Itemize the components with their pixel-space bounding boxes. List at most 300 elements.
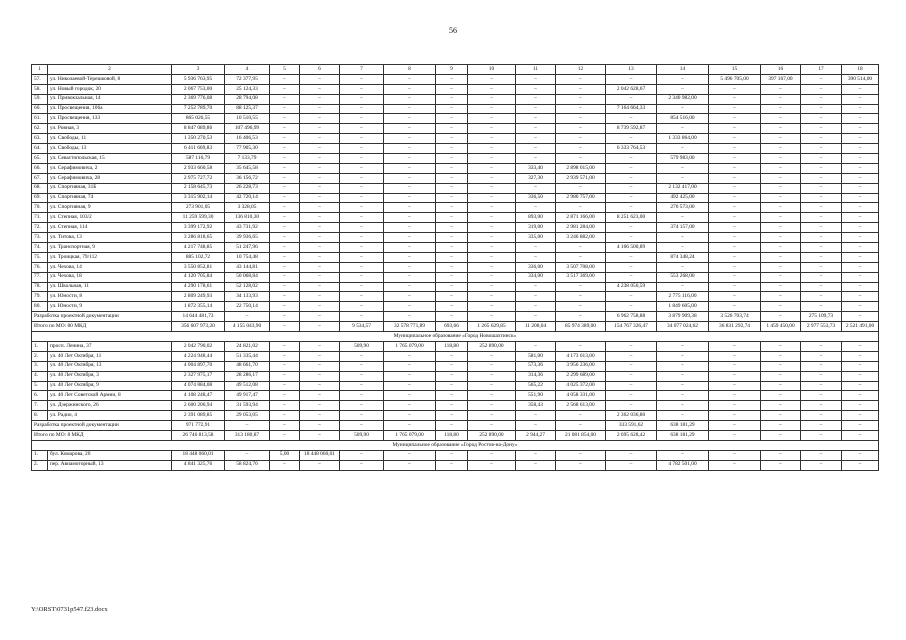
table-cell: – — [606, 252, 657, 262]
table-cell: – — [556, 84, 606, 94]
table-row — [32, 351, 879, 361]
table-row — [32, 252, 879, 262]
table-cell: – — [468, 94, 516, 104]
address-cell: пер. Авиамоторный, 13 — [48, 460, 172, 470]
table-cell: – — [340, 460, 384, 470]
table-cell: – — [436, 351, 468, 361]
table-cell: 2 975 727,72 — [172, 173, 225, 183]
table-cell: 4 841 325,76 — [172, 460, 225, 470]
table-cell: 2 977 553,73 — [801, 322, 842, 332]
table-cell: – — [606, 361, 657, 371]
table-cell: – — [761, 312, 801, 322]
table-cell: – — [556, 104, 606, 114]
table-cell: – — [436, 282, 468, 292]
table-cell: – — [556, 94, 606, 104]
table-cell: 252 890,00 — [468, 341, 516, 351]
table-cell: 32 578 771,89 — [384, 322, 436, 332]
table-cell: – — [801, 381, 842, 391]
table-cell: – — [606, 203, 657, 213]
column-number-cell: 8 — [384, 65, 436, 75]
table-cell: 638 181,29 — [657, 421, 709, 431]
table-cell: – — [801, 391, 842, 401]
table-cell: 39 936,65 — [225, 233, 270, 243]
column-number-cell: 2 — [48, 65, 172, 75]
column-number-cell: 7 — [340, 65, 384, 75]
table-cell: – — [842, 401, 879, 411]
table-cell: – — [516, 292, 556, 302]
table-cell: – — [516, 282, 556, 292]
table-cell: – — [340, 154, 384, 164]
table-cell: – — [384, 371, 436, 381]
table-cell: – — [436, 104, 468, 114]
table-cell: – — [606, 381, 657, 391]
table-cell: – — [384, 203, 436, 213]
table-cell: – — [709, 292, 761, 302]
table-cell: – — [516, 341, 556, 351]
address-cell: просп. Ленина, 37 — [48, 341, 172, 351]
table-cell: 4 155 043,90 — [225, 322, 270, 332]
table-cell: 77 905,30 — [225, 144, 270, 154]
address-cell: ул. Просвещения, 133 — [48, 114, 172, 124]
table-cell: – — [436, 144, 468, 154]
section-row — [32, 440, 879, 450]
table-row — [32, 193, 879, 203]
row-number: 2. — [32, 351, 48, 361]
table-cell: – — [842, 351, 879, 361]
table-cell: 2 327 975,17 — [172, 371, 225, 381]
table-cell: 8 739 592,87 — [606, 124, 657, 134]
table-cell: – — [384, 84, 436, 94]
table-cell: – — [842, 312, 879, 322]
table-cell: – — [340, 292, 384, 302]
table-cell: – — [436, 421, 468, 431]
table-cell: – — [300, 322, 340, 332]
table-cell: 1 765 079,00 — [384, 341, 436, 351]
table-cell: – — [516, 243, 556, 253]
table-cell: – — [801, 243, 842, 253]
table-cell: – — [842, 223, 879, 233]
table-cell: 5,00 — [270, 450, 300, 460]
table-cell: – — [556, 203, 606, 213]
capital-repair-table — [31, 64, 879, 471]
address-cell: ул. Дзержинского, 26 — [48, 401, 172, 411]
table-cell: – — [801, 183, 842, 193]
table-row — [32, 124, 879, 134]
summary-label: Итого по МО: 80 МКД — [32, 322, 172, 332]
table-cell: – — [300, 163, 340, 173]
table-cell: 24 821,02 — [225, 341, 270, 351]
row-number: 6. — [32, 391, 48, 401]
table-cell: 51 247,96 — [225, 243, 270, 253]
table-cell: – — [384, 292, 436, 302]
table-cell: 390 514,00 — [842, 74, 879, 84]
row-number: 1. — [32, 341, 48, 351]
row-number: 79. — [32, 292, 48, 302]
table-cell: – — [606, 193, 657, 203]
table-cell: 22 750,14 — [225, 302, 270, 312]
table-cell: – — [761, 421, 801, 431]
row-number: 57. — [32, 74, 48, 84]
table-cell: – — [270, 341, 300, 351]
table-row — [32, 163, 879, 173]
table-cell: 28 286,17 — [225, 371, 270, 381]
table-cell: – — [340, 282, 384, 292]
table-cell: – — [709, 361, 761, 371]
table-cell: – — [842, 213, 879, 223]
column-number-cell: 13 — [606, 65, 657, 75]
table-cell: – — [436, 302, 468, 312]
table-cell: – — [270, 391, 300, 401]
table-cell: – — [606, 292, 657, 302]
table-cell: 26 746 813,58 — [172, 430, 225, 440]
table-cell: – — [761, 134, 801, 144]
table-cell: – — [606, 371, 657, 381]
table-cell: – — [657, 401, 709, 411]
table-cell: – — [801, 411, 842, 421]
table-cell: – — [468, 203, 516, 213]
table-cell: 3 315 902,14 — [172, 193, 225, 203]
table-cell: – — [842, 292, 879, 302]
table-cell: 2 981 284,00 — [556, 223, 606, 233]
table-row — [32, 292, 879, 302]
table-cell: – — [436, 381, 468, 391]
table-cell: – — [709, 391, 761, 401]
table-cell: 52 128,02 — [225, 282, 270, 292]
table-cell: – — [761, 124, 801, 134]
table-cell: – — [270, 252, 300, 262]
table-cell: – — [657, 381, 709, 391]
table-cell: 11 208,04 — [516, 322, 556, 332]
table-cell: – — [761, 154, 801, 164]
table-cell: – — [436, 94, 468, 104]
table-cell: – — [300, 223, 340, 233]
table-cell: 2 600 206,94 — [172, 401, 225, 411]
table-cell: – — [436, 292, 468, 302]
table-cell: 107 496,99 — [225, 124, 270, 134]
table-row — [32, 450, 879, 460]
table-cell: – — [436, 371, 468, 381]
table-cell: – — [842, 460, 879, 470]
table-cell: 26 228,73 — [225, 183, 270, 193]
table-cell: – — [657, 74, 709, 84]
table-cell: – — [270, 411, 300, 421]
table-cell: – — [436, 173, 468, 183]
address-cell: бул. Комарова, 20 — [48, 450, 172, 460]
row-number: 59. — [32, 94, 48, 104]
table-cell: – — [340, 243, 384, 253]
table-cell: – — [340, 302, 384, 312]
table-cell: – — [300, 312, 340, 322]
table-row — [32, 154, 879, 164]
table-cell: – — [340, 252, 384, 262]
table-cell: – — [761, 272, 801, 282]
table-cell: 58 824,76 — [225, 460, 270, 470]
table-cell: – — [270, 302, 300, 312]
table-cell: – — [300, 144, 340, 154]
table-cell: – — [761, 381, 801, 391]
table-cell: – — [842, 381, 879, 391]
table-cell: – — [516, 421, 556, 431]
address-cell: ул. Просвещения, 106а — [48, 104, 172, 114]
table-cell: 573,36 — [516, 361, 556, 371]
table-cell: – — [556, 252, 606, 262]
table-row — [32, 262, 879, 272]
table-cell: – — [606, 233, 657, 243]
table-cell: – — [468, 243, 516, 253]
row-number: 77. — [32, 272, 48, 282]
table-cell: – — [761, 94, 801, 104]
table-cell: – — [270, 163, 300, 173]
table-cell: – — [761, 391, 801, 401]
table-cell: – — [761, 84, 801, 94]
table-cell: 4 004 897,70 — [172, 361, 225, 371]
table-cell: 3 328,05 — [225, 203, 270, 213]
table-cell: – — [300, 292, 340, 302]
table-cell: – — [801, 233, 842, 243]
table-cell: – — [801, 252, 842, 262]
table-cell: – — [761, 450, 801, 460]
table-cell: – — [270, 223, 300, 233]
table-row — [32, 223, 879, 233]
table-cell: – — [761, 302, 801, 312]
row-number: 68. — [32, 183, 48, 193]
table-cell: 509,90 — [340, 341, 384, 351]
table-cell: – — [270, 282, 300, 292]
table-cell: – — [842, 411, 879, 421]
table-cell: – — [556, 183, 606, 193]
table-cell: – — [709, 223, 761, 233]
summary-row — [32, 322, 879, 332]
table-cell: – — [516, 252, 556, 262]
table-cell: – — [270, 233, 300, 243]
table-cell: – — [657, 282, 709, 292]
table-cell: – — [340, 401, 384, 411]
table-cell: – — [300, 401, 340, 411]
table-cell: – — [709, 381, 761, 391]
table-cell: 1 265 629,85 — [468, 322, 516, 332]
table-cell: – — [300, 430, 340, 440]
table-cell: – — [270, 272, 300, 282]
table-cell: – — [842, 430, 879, 440]
table-cell: – — [516, 302, 556, 312]
row-number: 80. — [32, 302, 48, 312]
table-cell: – — [556, 124, 606, 134]
table-cell: – — [842, 114, 879, 124]
table-cell: 3 507 708,00 — [556, 262, 606, 272]
table-row — [32, 341, 879, 351]
table-cell: 579 983,00 — [657, 154, 709, 164]
table-cell: – — [842, 391, 879, 401]
row-number: 58. — [32, 84, 48, 94]
table-cell: – — [225, 450, 270, 460]
table-cell: – — [801, 401, 842, 411]
table-cell: – — [436, 134, 468, 144]
table-cell: – — [340, 421, 384, 431]
table-cell: – — [606, 223, 657, 233]
column-number-cell: 10 — [468, 65, 516, 75]
table-cell: – — [657, 351, 709, 361]
table-cell: – — [801, 104, 842, 114]
table-cell: – — [657, 243, 709, 253]
table-cell: – — [842, 183, 879, 193]
table-row — [32, 411, 879, 421]
table-cell: – — [761, 223, 801, 233]
table-cell: 3 286 818,65 — [172, 233, 225, 243]
table-row — [32, 272, 879, 282]
table-cell: – — [436, 233, 468, 243]
table-cell: – — [384, 252, 436, 262]
address-cell: ул. Юности, 9 — [48, 302, 172, 312]
table-cell: 1 872 355,14 — [172, 302, 225, 312]
table-cell: – — [468, 144, 516, 154]
table-cell: – — [468, 104, 516, 114]
table-cell: 874 348,24 — [657, 252, 709, 262]
row-number: 65. — [32, 154, 48, 164]
table-cell: 2 067 753,00 — [172, 84, 225, 94]
table-cell: – — [270, 381, 300, 391]
summary-row — [32, 312, 879, 322]
table-cell: – — [300, 84, 340, 94]
table-cell: 9 534,57 — [340, 322, 384, 332]
row-number: 61. — [32, 114, 48, 124]
table-cell: – — [657, 262, 709, 272]
table-cell: – — [436, 401, 468, 411]
table-cell: – — [436, 361, 468, 371]
address-cell: ул. Ровная, 3 — [48, 124, 172, 134]
table-cell: – — [270, 74, 300, 84]
summary-label: Разработка проектной документации — [32, 421, 172, 431]
table-cell: – — [300, 114, 340, 124]
table-row — [32, 114, 879, 124]
table-cell: – — [842, 154, 879, 164]
table-cell: 3 550 852,81 — [172, 262, 225, 272]
table-cell: 334,00 — [516, 272, 556, 282]
table-cell: 2 695 628,42 — [606, 430, 657, 440]
table-cell: 893,00 — [516, 213, 556, 223]
column-number-cell: 18 — [842, 65, 879, 75]
table-cell: – — [436, 272, 468, 282]
table-cell: – — [516, 411, 556, 421]
table-cell: 3 526 703,74 — [709, 312, 761, 322]
table-cell: – — [761, 361, 801, 371]
table-cell: – — [657, 233, 709, 243]
table-cell: 492 425,00 — [657, 193, 709, 203]
table-cell: – — [225, 312, 270, 322]
table-cell: – — [300, 213, 340, 223]
table-cell: 2 933 660,58 — [172, 163, 225, 173]
table-cell: – — [801, 272, 842, 282]
table-cell: – — [340, 361, 384, 371]
table-cell: – — [340, 312, 384, 322]
table-row — [32, 361, 879, 371]
table-cell: – — [842, 163, 879, 173]
summary-row — [32, 421, 879, 431]
table-cell: – — [657, 371, 709, 381]
row-number: 76. — [32, 262, 48, 272]
table-cell: – — [761, 262, 801, 272]
table-cell: – — [556, 134, 606, 144]
address-cell: ул. Троицкая, 79/112 — [48, 252, 172, 262]
table-cell: 31 593,94 — [225, 401, 270, 411]
table-cell: 854 516,00 — [657, 114, 709, 124]
table-row — [32, 84, 879, 94]
section-title: Муниципальное образование «Город Ростов-на-Дону» — [32, 440, 879, 450]
table-cell: – — [516, 84, 556, 94]
table-cell: – — [270, 134, 300, 144]
table-cell: – — [300, 173, 340, 183]
address-cell: ул. Спортивная, 31Б — [48, 183, 172, 193]
table-cell: – — [300, 411, 340, 421]
table-cell: – — [606, 74, 657, 84]
table-cell: 5 496 705,00 — [709, 74, 761, 84]
table-cell: – — [801, 134, 842, 144]
table-cell: – — [657, 450, 709, 460]
table-cell: – — [761, 282, 801, 292]
table-cell: – — [842, 134, 879, 144]
table-cell: – — [606, 163, 657, 173]
table-cell: – — [340, 134, 384, 144]
table-cell: – — [801, 351, 842, 361]
table-cell: 6 411 669,83 — [172, 144, 225, 154]
table-row — [32, 233, 879, 243]
table-cell: 2 042 628,67 — [606, 84, 657, 94]
column-number-cell: 4 — [225, 65, 270, 75]
table-cell: – — [606, 262, 657, 272]
table-cell: – — [384, 361, 436, 371]
table-cell: – — [384, 124, 436, 134]
table-row — [32, 104, 879, 114]
table-cell: – — [384, 173, 436, 183]
table-cell: – — [468, 312, 516, 322]
table-cell: 4 290 178,61 — [172, 282, 225, 292]
table-cell: – — [761, 163, 801, 173]
table-cell: – — [709, 421, 761, 431]
table-cell: – — [340, 381, 384, 391]
row-number: 75. — [32, 252, 48, 262]
table-cell: – — [270, 114, 300, 124]
table-cell: – — [516, 134, 556, 144]
table-cell: – — [468, 193, 516, 203]
table-cell: – — [556, 74, 606, 84]
table-cell: 565,22 — [516, 381, 556, 391]
table-cell: – — [842, 371, 879, 381]
row-number: 66. — [32, 163, 48, 173]
table-row — [32, 173, 879, 183]
table-cell: – — [709, 233, 761, 243]
table-cell: – — [270, 154, 300, 164]
table-cell: – — [709, 104, 761, 114]
table-cell: 4 025 372,00 — [556, 381, 606, 391]
table-cell: – — [300, 203, 340, 213]
table-cell: – — [300, 94, 340, 104]
table-cell: 3 956 236,00 — [556, 361, 606, 371]
table-cell: – — [801, 94, 842, 104]
table-cell: – — [436, 391, 468, 401]
column-number-cell: 17 — [801, 65, 842, 75]
table-cell: – — [842, 450, 879, 460]
table-cell: – — [606, 460, 657, 470]
table-cell: – — [842, 252, 879, 262]
table-cell: 865 026,55 — [172, 114, 225, 124]
table-cell: – — [468, 74, 516, 84]
table-cell: 2 158 645,73 — [172, 183, 225, 193]
table-cell: 85 974 389,00 — [556, 322, 606, 332]
table-cell: – — [436, 460, 468, 470]
table-cell: – — [606, 94, 657, 104]
table-cell: 2 521 491,00 — [842, 322, 879, 332]
column-number-cell: 9 — [436, 65, 468, 75]
table-cell: 885 102,72 — [172, 252, 225, 262]
